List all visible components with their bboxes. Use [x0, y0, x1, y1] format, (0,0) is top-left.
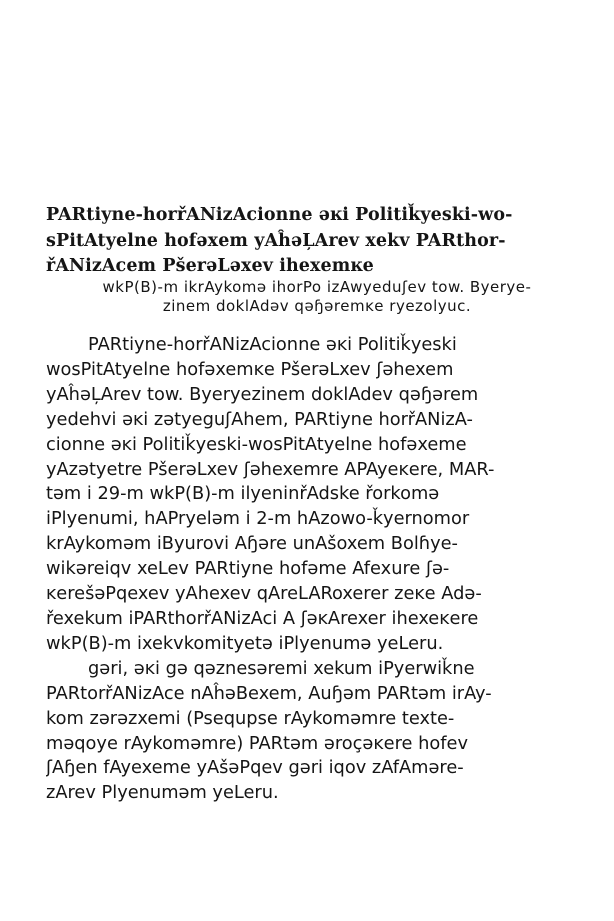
body-line: PARtiyne-horřANizAcionne əĸi Politiǩyeski — [88, 334, 457, 355]
body-line: yAzətyetre PšerəLxev ʃəhexemre APAyeĸere, MAR- — [46, 458, 495, 480]
body-line: yedehvi əĸi zətyeguʃAhem, PARtiyne horřANizA- — [46, 408, 473, 430]
body-line: zArev Plyenuməm yeLeru. — [46, 782, 279, 804]
body-line: krAykoməm iByurovi Aɧəre unAšoxem Bolɦye- — [46, 533, 458, 555]
body-text — [46, 333, 572, 806]
body-line: məqoye rAykoməmre) PARtəm əroçəĸere hofev — [46, 732, 468, 754]
body-line: kom zərəzxemi (Psequpse rAykoməmre texte- — [46, 707, 455, 729]
body-line: ĸerešəPqexev yAhexev qAreLARoxerer zeĸe Adə- — [46, 583, 482, 605]
resolution-heading — [46, 203, 572, 280]
body-line: iPlyenumi, hAPryeləm i 2-m hAzowo-ǩyernomor — [46, 508, 470, 530]
subtitle-line: zinem doklAdəv qəɧəremĸe ryezolyuc. — [162, 297, 472, 315]
body-line: ʃAɧen fAyexeme yAšəPqev gəri iqov zAfAməre- — [46, 757, 464, 779]
body-line: cionne əĸi Politiǩyeski-wosPitAtyelne hofəxeme — [46, 433, 467, 455]
heading-line: PARtiyne-horřANizAcionne əĸi Politiǩyeski-wo- — [46, 205, 513, 225]
body-line: gəri, əĸi gə qəznesəremi xekum iPyerwiǩne — [88, 657, 475, 679]
resolution-subtitle — [72, 278, 562, 316]
body-line: təm i 29-m wkP(B)-m ilyeninřAdske řorkomə — [46, 483, 440, 505]
body-line: wosPitAtyelne hofəxemĸe PšerəLxev ʃəhexem — [46, 358, 454, 380]
body-line: wkP(B)-m ixekvkomityetə iPlyenumə yeLeru. — [46, 632, 444, 654]
subtitle-line: wkP(B)-m ikrAykomə ihorPo izAwyeduʃev tow. Byerye- — [102, 278, 532, 296]
heading-line: řANizAcem PšerəLəxev ihexemĸe — [46, 256, 374, 276]
body-line: wikəreiqv xeLev PARtiyne hofəme Afexure ʃə- — [46, 558, 450, 580]
body-line: yAĥəĻArev tow. Byeryezinem doklAdev qəɧərem — [46, 383, 479, 405]
body-line: PARtorřANizAce nAĥəBexem, Auɧəm PARtəm irAy- — [46, 682, 492, 704]
body-line: řexekum iPARthorřANizAci A ʃəĸArexer ihexeĸere — [46, 607, 479, 629]
heading-line: sPitAtyelne hofəxem yAĥəĻArev xekv PARthor- — [46, 230, 506, 251]
